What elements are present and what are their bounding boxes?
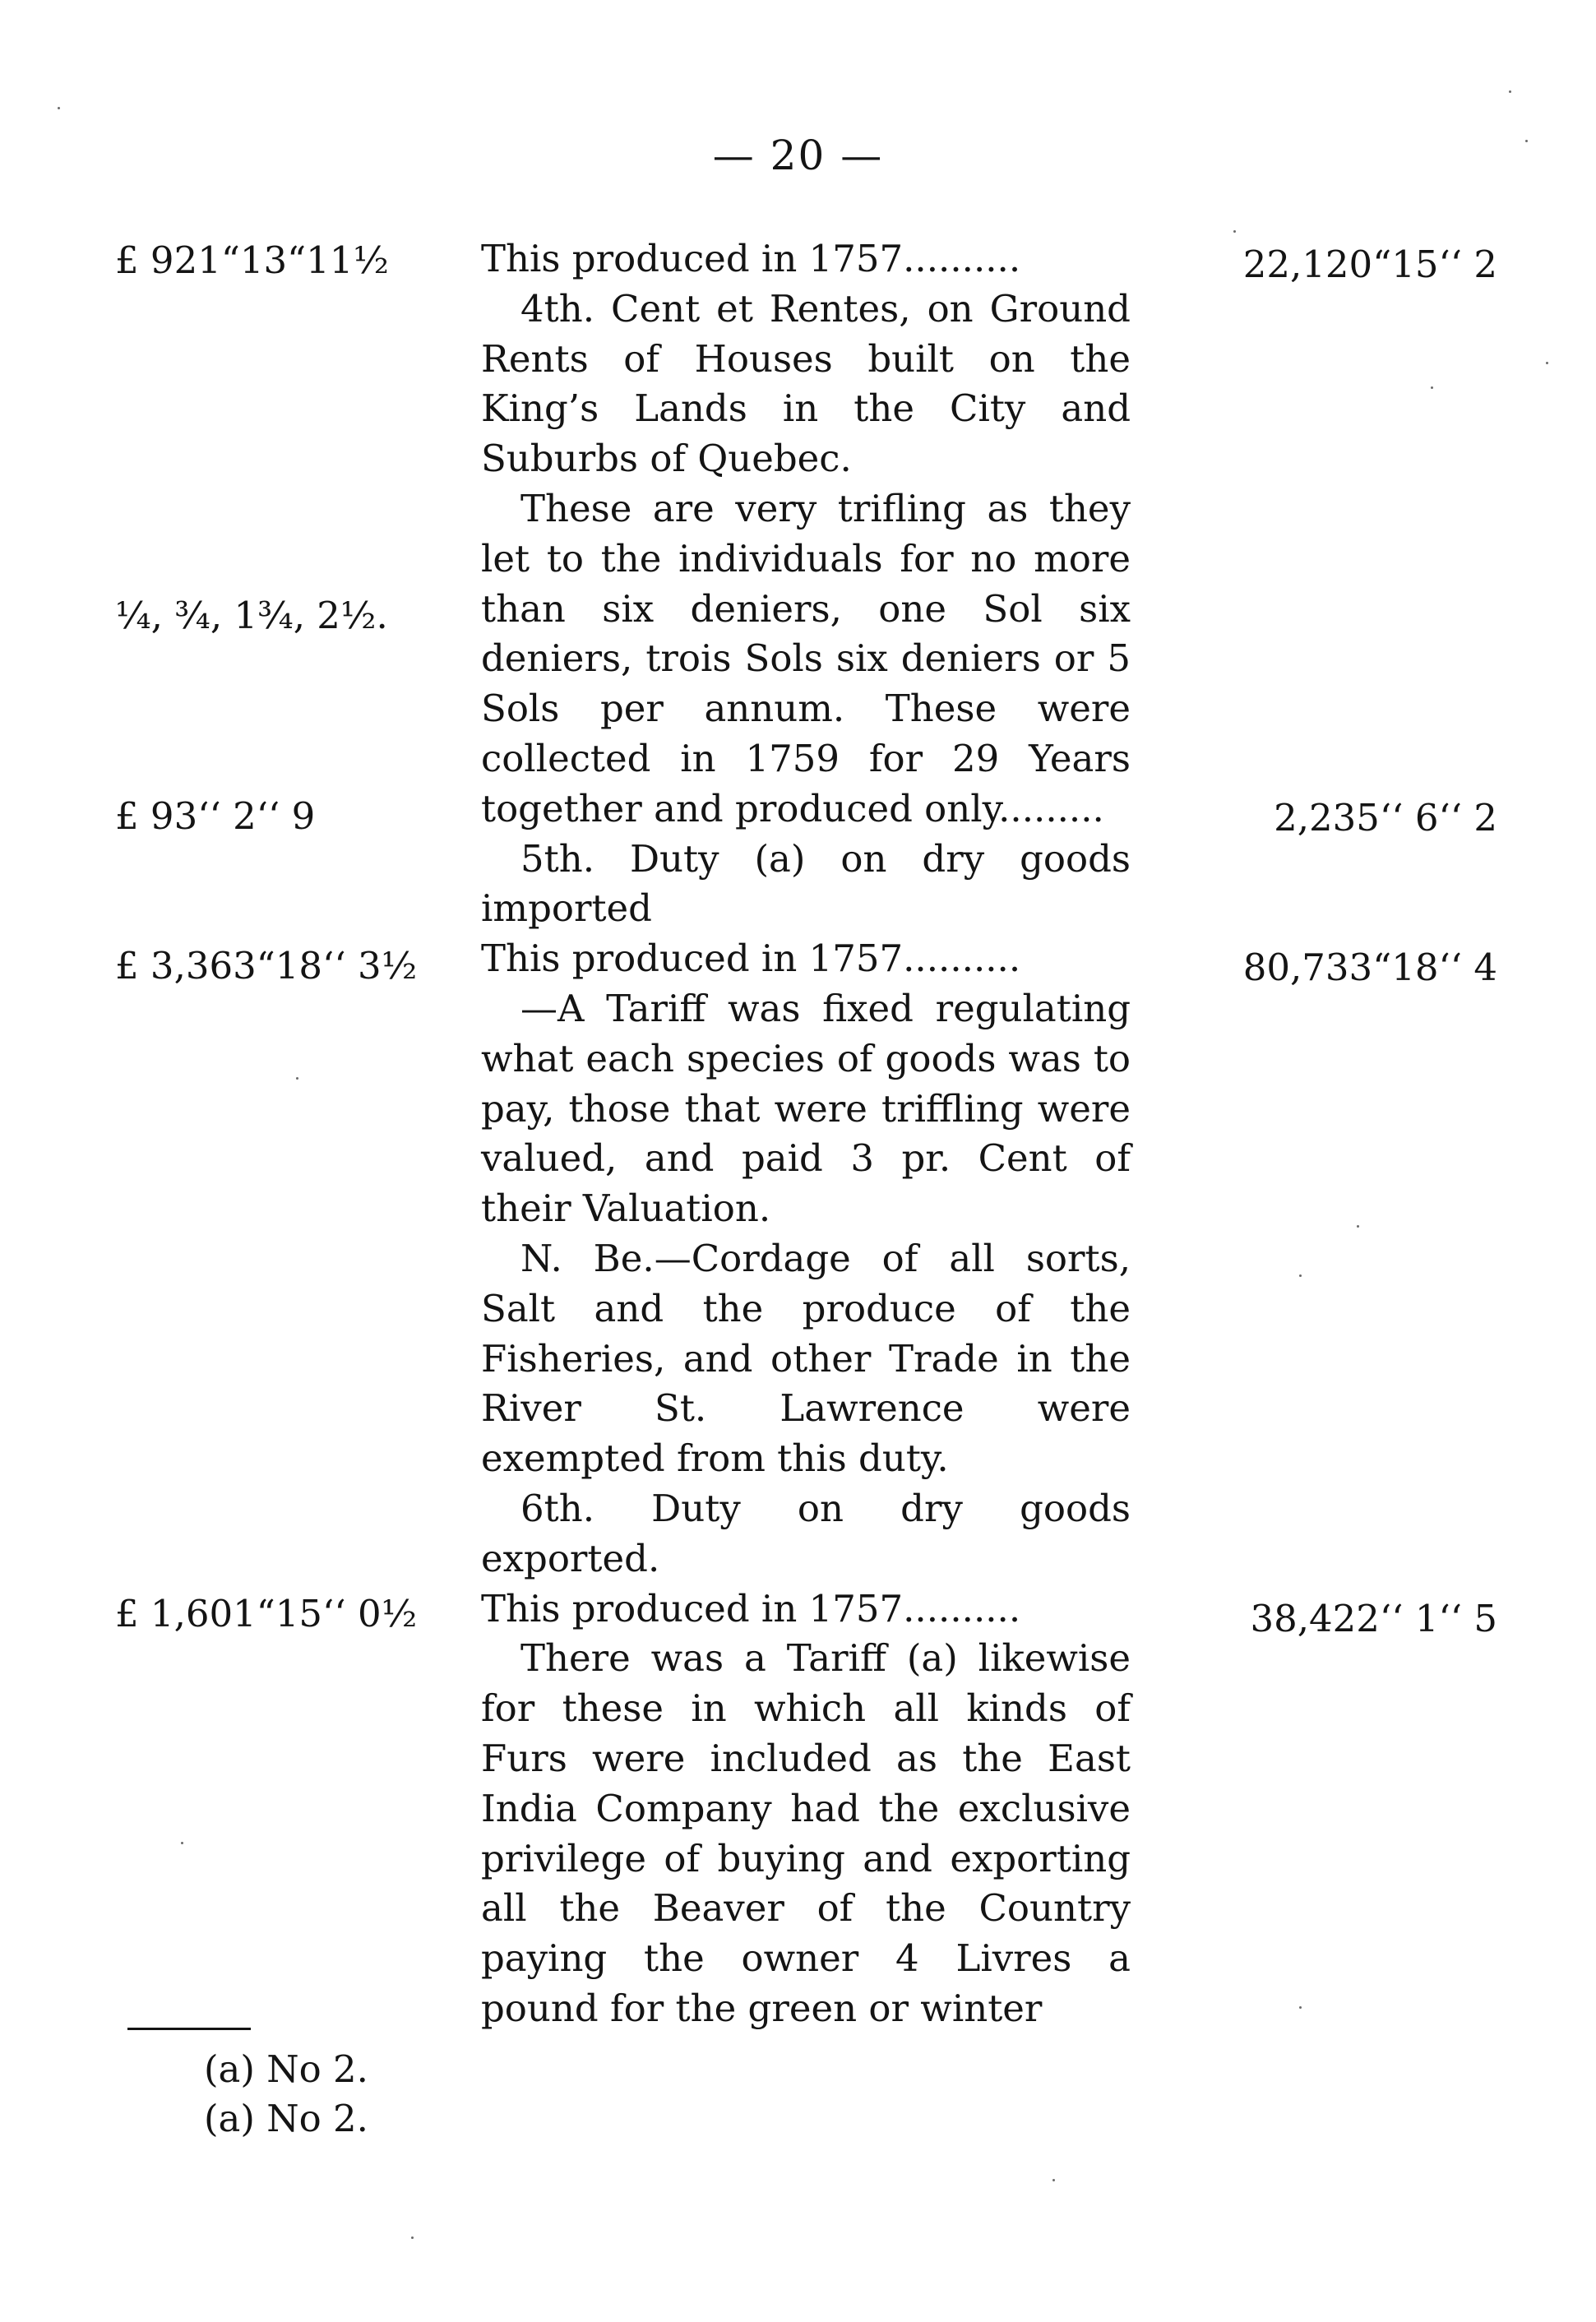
left-amount-3: £ 3,363“18‘‘ 3½ xyxy=(115,944,418,988)
paper-speck xyxy=(1357,1225,1359,1228)
body-paragraph: This produced in 1757.......... xyxy=(481,937,1021,981)
right-amount-4: 38,422‘‘ 1‘‘ 5 xyxy=(1250,1597,1497,1640)
body-paragraph: These are very trifling as they let to the individuals for no more than six deniers, one Sol six deniers, trois Sols six deniers or 5 Sols per annum. These were collected in 1759 for 29 Years together and produced only......... xyxy=(481,486,1131,830)
paper-speck xyxy=(411,2236,414,2239)
page-number: — 20 — xyxy=(712,132,884,179)
paper-speck xyxy=(58,107,60,109)
body-paragraph: 5th. Duty (a) on dry goods imported xyxy=(481,836,1131,931)
body-paragraph: There was a Tariff (a) likewise for these in which all kinds of Furs were included as the East India Company had the exclusive privilege of buying and exporting all the Beaver of the Country paying the owner 4 Livres a pound for the green or winter xyxy=(481,1636,1131,2030)
right-amount-3: 80,733“18‘‘ 4 xyxy=(1242,946,1497,989)
body-paragraph: This produced in 1757.......... xyxy=(481,237,1021,280)
paper-speck xyxy=(1233,230,1236,233)
right-amount-2: 2,235‘‘ 6‘‘ 2 xyxy=(1274,796,1497,840)
paper-speck xyxy=(1299,1274,1302,1277)
paper-speck xyxy=(1431,386,1433,389)
footnote-1: (a) No 2. xyxy=(204,2047,368,2091)
body-paragraph: N. Be.—Cordage of all sorts, Salt and the produce of the Fisheries, and other Trade in the River St. Lawrence were exempted from this duty. xyxy=(481,1236,1131,1481)
paper-speck xyxy=(1546,362,1548,364)
paper-speck xyxy=(296,1077,298,1080)
paper-speck xyxy=(1509,90,1511,93)
left-amount-2: £ 93‘‘ 2‘‘ 9 xyxy=(115,794,316,838)
body-paragraph: 6th. Duty on dry goods exported. xyxy=(481,1486,1131,1580)
footnote-2: (a) No 2. xyxy=(204,2097,368,2140)
right-amount-1: 22,120“15‘‘ 2 xyxy=(1242,243,1497,286)
footnote-rule xyxy=(127,2028,251,2030)
left-amount-1: £ 921“13“11½ xyxy=(115,238,389,282)
paper-speck xyxy=(181,1842,183,1844)
paper-speck xyxy=(1299,2006,1302,2009)
paper-speck xyxy=(1525,140,1528,142)
body-paragraph: —A Tariff was fixed regulating what each species of goods was to pay, those that were triffling were valued, and paid 3 pr. Cent of their Valuation. xyxy=(481,986,1131,1231)
body-text xyxy=(481,234,1131,2034)
left-fractions: ¼, ¾, 1¾, 2½. xyxy=(115,594,388,637)
paper-speck xyxy=(1052,2179,1055,2181)
body-paragraph: This produced in 1757.......... xyxy=(481,1586,1021,1630)
left-amount-4: £ 1,601“15‘‘ 0½ xyxy=(115,1592,418,1635)
body-paragraph: 4th. Cent et Rentes, on Ground Rents of Houses built on the King’s Lands in the City and Suburbs of Quebec. xyxy=(481,286,1131,481)
